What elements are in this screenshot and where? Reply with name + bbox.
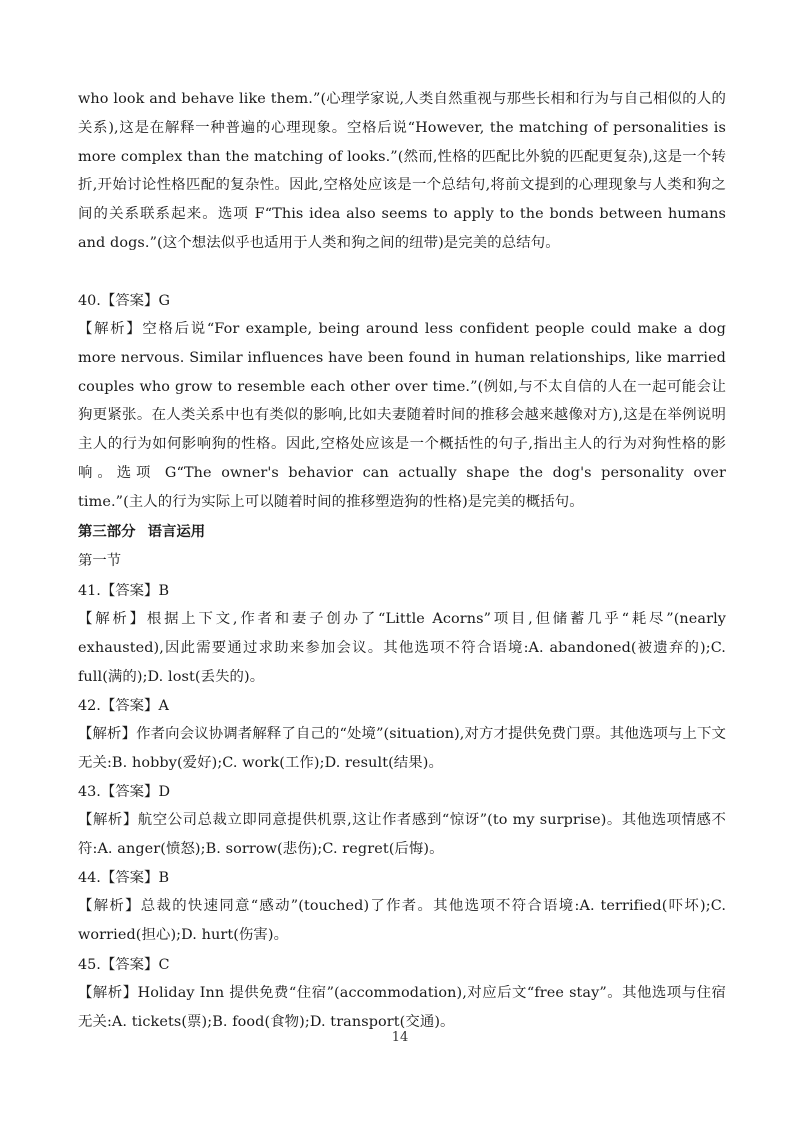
section-title: 语言运用 (147, 523, 206, 540)
section-part: 第三部分 (78, 523, 136, 540)
answer-43: 43.【答案】D (78, 784, 170, 800)
answer-40: 40.【答案】G (78, 293, 170, 309)
analysis-44: 【解析】总裁的快速同意“感动”(touched)了作者。其他选项不符合语境:A. terrified(吓坏);C. worried(担心);D. hurt(伤害)。 (78, 898, 726, 943)
analysis-41: 【解析】根据上下文,作者和妻子创办了“Little Acorns”项目,但储蓄几乎“耗尽”(nearly exhausted),因此需要通过求助来参加会议。其他选项不符合语境:A. abandoned(被遗弃的);C. full(满的);D. lost(丢失的)。 (78, 611, 726, 685)
answer-41: 41.【答案】B (78, 583, 170, 599)
section-heading (78, 518, 205, 547)
analysis-45: 【解析】Holiday Inn 提供免费“住宿”(accommodation),对应后文“free stay”。其他选项与住宿无关:A. tickets(票);B. food(食物);D. transport(交通)。 (78, 985, 726, 1030)
analysis-42: 【解析】作者向会议协调者解释了自己的“处境”(situation),对方才提供免费门票。其他选项与上下文无关:B. hobby(爱好);C. work(工作);D. result(结果)。 (78, 726, 726, 771)
analysis-43: 【解析】航空公司总裁立即同意提供机票,这让作者感到“惊讶”(to my surprise)。其他选项情感不符:A. anger(愤怒);B. sorrow(悲伤);C. regret(后悔)。 (78, 812, 726, 857)
subsection-heading: 第一节 (78, 553, 122, 569)
analysis-39-continued: who look and behave like them.”(心理学家说,人类自然重视与那些长相和行为与自己相似的人的关系),这是在解释一种普遍的心理现象。空格后说“However, the matching of personalities is more complex than the matching of looks.”(然而,性格的匹配比外貌的匹配更复杂),这是一个转折,开始讨论性格匹配的复杂性。因此,空格处应该是一个总结句,将前文提到的心理现象与人类和狗之间的关系联系起来。选项 F“This idea also seems to apply to the bonds between humans and dogs.”(这个想法似乎也适用于人类和狗之间的纽带)是完美的总结句。 (78, 91, 726, 251)
answer-45: 45.【答案】C (78, 957, 170, 973)
page-number: 14 (391, 1030, 409, 1045)
answer-44: 44.【答案】B (78, 870, 170, 886)
answer-42: 42.【答案】A (78, 698, 169, 714)
analysis-40: 【解析】空格后说“For example, being around less confident people could make a dog more nervous. Similar influences have been found in human relationships, like married couples who grow to resemble each other over time.”(例如,与不太自信的人在一起可能会让狗更紧张。在人类关系中也有类似的影响,比如夫妻随着时间的推移会越来越像对方),这是在举例说明主人的行为如何影响狗的性格。因此,空格处应该是一个概括性的句子,指出主人的行为对狗性格的影响。选项 G“The owner's behavior can actually shape the dog's personality over time.”(主人的行为实际上可以随着时间的推移塑造狗的性格)是完美的概括句。 (78, 321, 726, 510)
